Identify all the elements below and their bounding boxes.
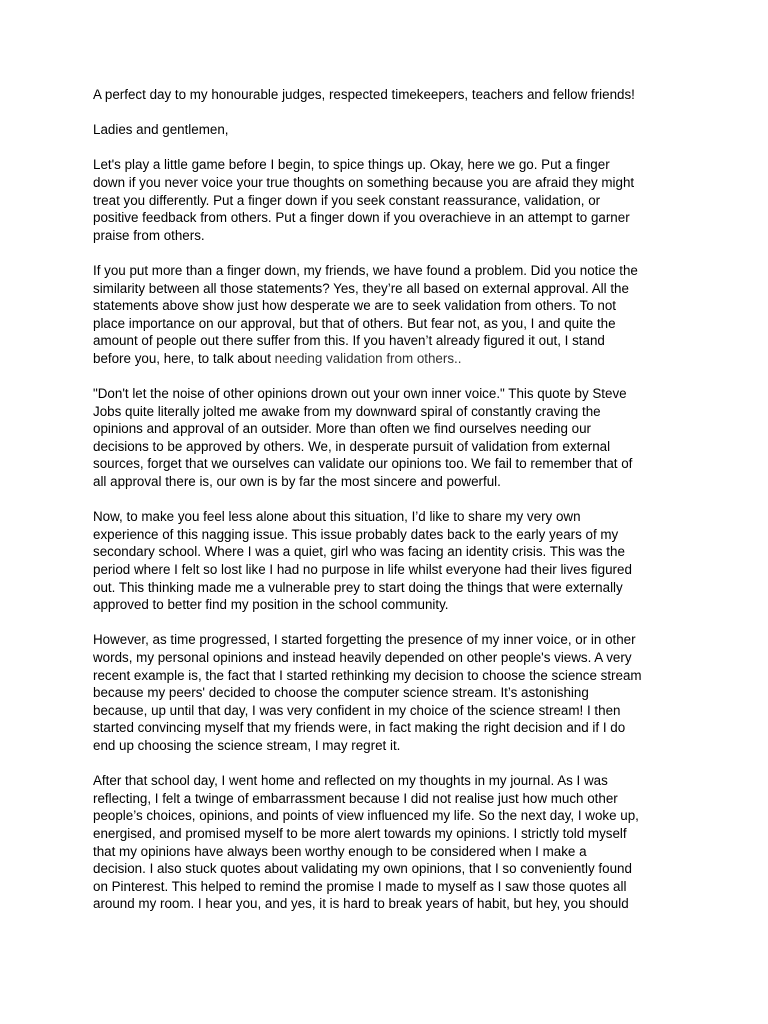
- text-line: opinions and approval of an outsider. More than often we find ourselves needing our: [93, 421, 592, 437]
- text-line: treat you differently. Put a finger down if you seek constant reassurance, validation, or: [93, 192, 601, 208]
- text-line: recent example is, the fact that I started rethinking my decision to choose the science stream: [93, 667, 642, 683]
- text-line: started convincing myself that my friends were, in fact making the right decision and if I do: [93, 720, 626, 736]
- paragraph-game: [93, 156, 683, 244]
- greeting-line: A perfect day to my honourable judges, respected timekeepers, teachers and fellow friends!: [93, 87, 635, 102]
- text-line: words, my personal opinions and instead heavily depended on other people's views. A very: [93, 650, 632, 665]
- text-line: praise from others.: [93, 227, 205, 243]
- text-line: place importance on our approval, but that of others. But fear not, as you, I and quite the: [93, 315, 616, 331]
- text-line: decision. I also stuck quotes about validating my own opinions, that I so conveniently found: [93, 861, 632, 877]
- text-line: "Don't let the noise of other opinions drown out your own inner voice." This quote by Steve: [93, 386, 627, 402]
- text-line: reflecting, I felt a twinge of embarrassment because I did not realise just how much other: [93, 790, 618, 806]
- text-line: amount of people out there suffer from this. If you haven’t already figured it out, I stand: [93, 333, 605, 349]
- text-line: However, as time progressed, I started forgetting the presence of my inner voice, or in other: [93, 632, 636, 648]
- text-line: because my peers' decided to choose the computer science stream. It’s astonishing: [93, 685, 589, 701]
- text-line: that my opinions have always been worthy enough to be considered when I make a: [93, 843, 587, 859]
- text-line: If you put more than a finger down, my friends, we have found a problem. Did you notice the: [93, 262, 638, 278]
- text-line: secondary school. Where I was a quiet, girl who was facing an identity crisis. This was the: [93, 544, 625, 560]
- text-line: before you, here, to talk about: [93, 350, 275, 366]
- text-line: sources, forget that we ourselves can validate our opinions too. We fail to remember that of: [93, 456, 633, 472]
- paragraph-progression: [93, 631, 683, 754]
- text-line: Now, to make you feel less alone about this situation, I’d like to share my very own: [93, 509, 581, 525]
- text-line: similarity between all those statements? Yes, they’re all based on external approval. All the: [93, 280, 629, 296]
- document-page: [93, 86, 683, 931]
- topic-phrase: needing validation from others..: [274, 350, 462, 366]
- text-line: end up choosing the science stream, I may regret it.: [93, 737, 401, 753]
- paragraph-problem: [93, 262, 683, 368]
- text-line: Let's play a little game before I begin, to spice things up. Okay, here we go. Put a finger: [93, 157, 610, 173]
- text-line: After that school day, I went home and reflected on my thoughts in my journal. As I was: [93, 773, 608, 789]
- text-line: approved to better find my position in the school community.: [93, 597, 449, 613]
- text-line: statements above show just how desperate we are to seek validation from others. To not: [93, 298, 617, 314]
- text-line: positive feedback from others. Put a finger down if you overachieve in an attempt to garner: [93, 210, 630, 226]
- paragraph-quote: [93, 385, 683, 491]
- text-line: people’s choices, opinions, and points of view influenced my life. So the next day, I woke up,: [93, 808, 639, 824]
- salutation-line: Ladies and gentlemen,: [93, 122, 229, 138]
- text-line: period where I felt so lost like I had no purpose in life whilst everyone had their lives figured: [93, 562, 632, 578]
- text-line: down if you never voice your true thoughts on something because you are afraid they might: [93, 174, 635, 190]
- text-line: energised, and promised myself to be more alert towards my opinions. I strictly told myself: [93, 825, 627, 841]
- text-line: around my room. I hear you, and yes, it is hard to break years of habit, but hey, you should: [93, 896, 629, 912]
- text-line: on Pinterest. This helped to remind the promise I made to myself as I saw those quotes all: [93, 878, 627, 894]
- text-line: decisions to be approved by others. We, in desperate pursuit of validation from external: [93, 438, 611, 454]
- text-line: out. This thinking made me a vulnerable prey to start doing the things that were externally: [93, 579, 623, 595]
- text-line: because, up until that day, I was very confident in my choice of the science stream! I then: [93, 702, 621, 718]
- text-line: experience of this nagging issue. This issue probably dates back to the early years of my: [93, 526, 619, 542]
- text-line: Jobs quite literally jolted me awake from my downward spiral of constantly craving the: [93, 403, 601, 419]
- paragraph-reflection: [93, 772, 683, 913]
- paragraph-experience: [93, 508, 683, 614]
- text-line: all approval there is, our own is by far the most sincere and powerful.: [93, 474, 501, 490]
